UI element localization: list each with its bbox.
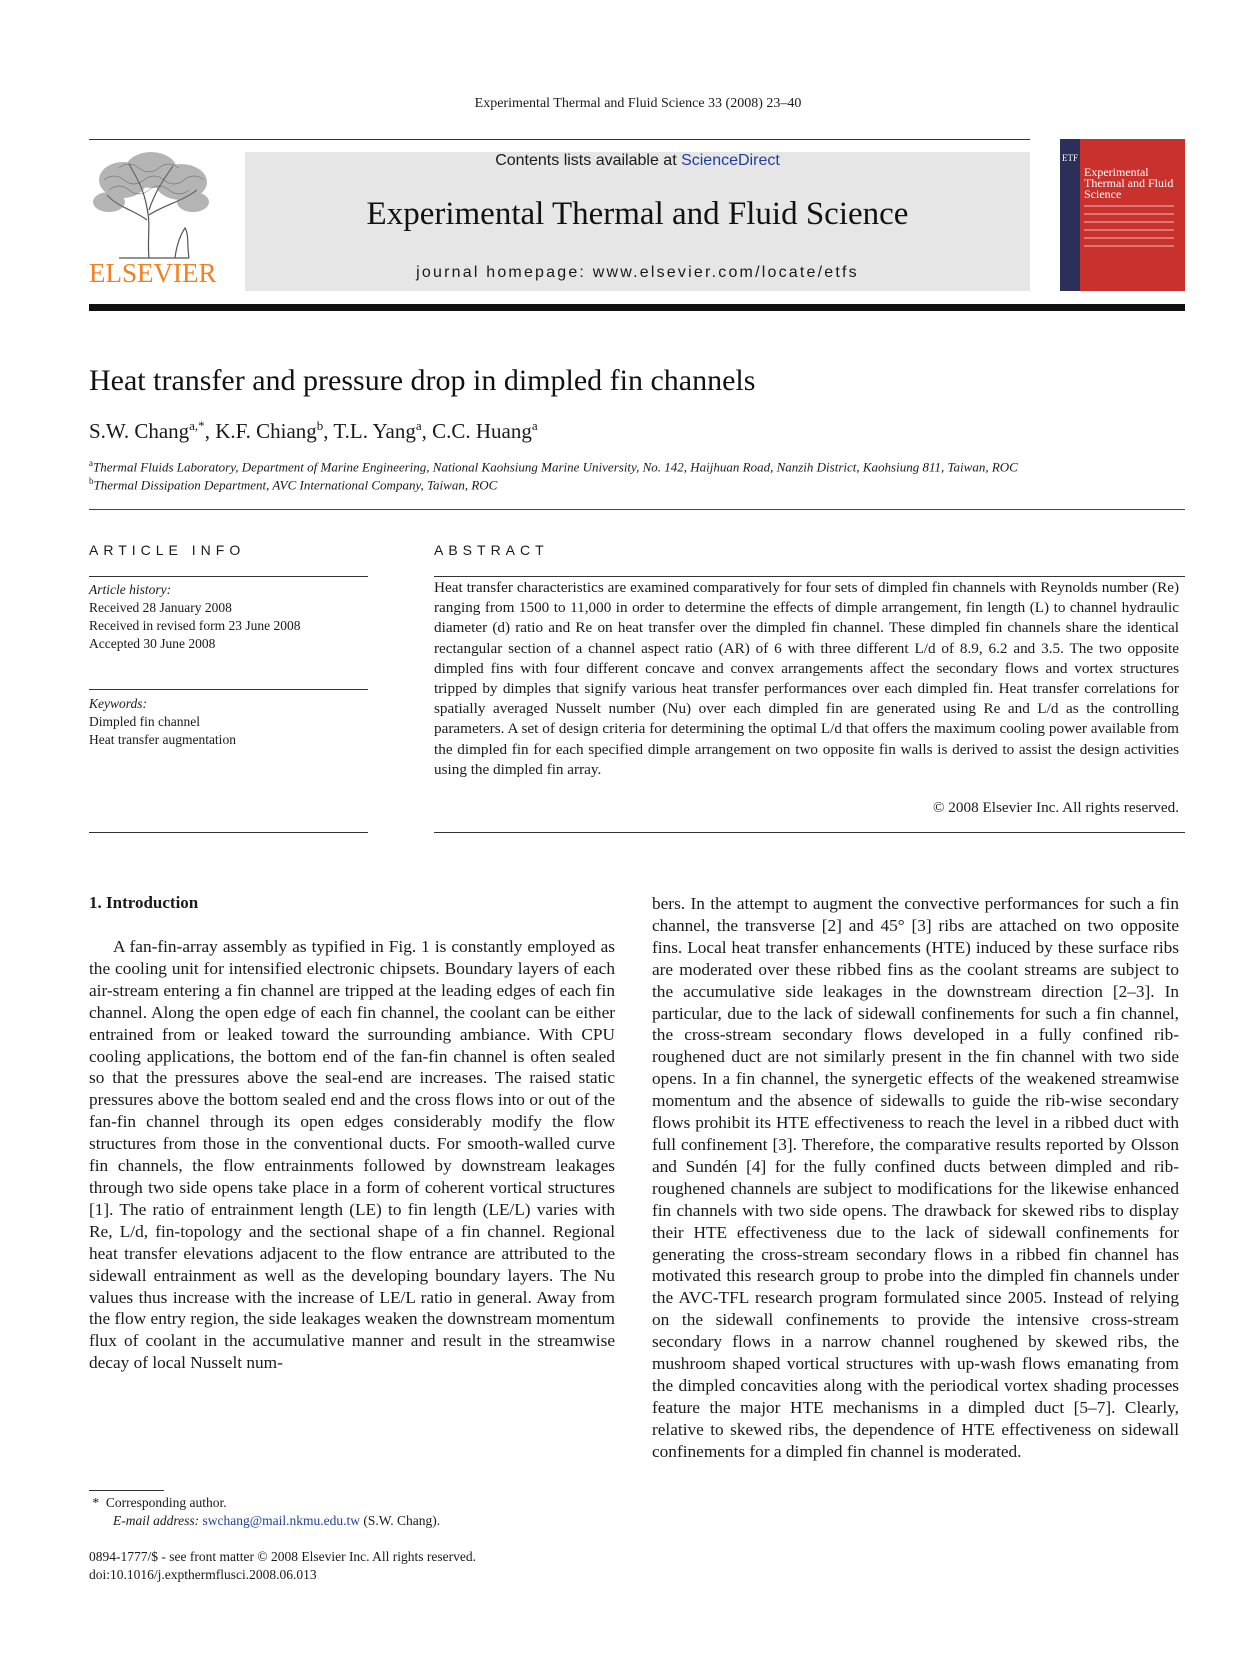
journal-homepage[interactable]: journal homepage: www.elsevier.com/locate/etfs [416,264,859,281]
contents-prefix: Contents lists available at [495,152,682,169]
sciencedirect-link[interactable]: ScienceDirect [681,152,780,169]
author-sup[interactable]: a,* [189,418,205,433]
author-sup[interactable]: a [415,418,422,433]
keywords [89,695,236,749]
journal-cover [1060,139,1185,291]
keyword-item: Heat transfer augmentation [89,732,236,747]
author-sup[interactable]: a [531,418,538,433]
article-info-rule [89,576,368,577]
footnote-star: * [89,1495,106,1510]
intro-column-right: bers. In the attempt to augment the convective performances for such a fin channel, the transverse [2] and 45° [3] ribs are attached on two opposite fins. Local heat transfer enhancements (HTE) induced by these surface ribs are moderated over these ribbed fins as the coolant streams are subject to the accumulative side leakages in the downstream direction [2–3]. In particular, due to the lack of sidewall confinements for such a fin channel, the cross-stream secondary flows developed in a fully confined rib-roughened duct are not similarly present in the fin channel with two side opens. In a fin channel, the synergetic effects of the weakened streamwise momentum and the absence of sidewalls to guide the rib-wise secondary flows prohibit its HTE effectiveness to reach the level in a ribbed duct with full confinement [3]. Therefore, the comparative results reported by Olsson and Sundén [4] for the fully confined ducts between dimpled and rib-roughened channels are subject to modifications for the likewise enhanced fin channels with two side opens. The drawback for skewed ribs to display their HTE effectiveness due to the lack of sidewall confinements for generating the cross-stream secondary flows in a ribbed fin channel has motivated this research group to probe into the dimpled fin channels under the AVC-TFL research program formulated since 2005. Instead of relying on the sidewall confinements to provide the intensive cross-stream secondary flows in a narrow channel roughened by skewed ribs, the mushroom shaped vortical structures with up-wash flows emanating from the dimpled concavities along with the periodical vortex shading processes feature the major HTE mechanisms in a dimpled duct [5–7]. Clearly, relative to skewed ribs, the dependence of HTE effectiveness on sidewall confinements for a dimpled fin channel is moderated. [652,894,1179,1461]
elsevier-wordmark: ELSEVIER [89,258,217,288]
divider [89,509,1185,510]
affiliation-text: Thermal Fluids Laboratory, Department of Marine Engineering, National Kaohsiung Marine University, No. 142, Haijhuan Road, Nanzih District, Kaohsiung 811, Taiwan, ROC [93,459,1018,475]
affiliation-b [89,476,497,493]
elsevier-logo [89,150,219,288]
header-rule [89,139,1030,140]
article-info-heading: ARTICLE INFO [89,542,246,558]
footnote-corresponding [89,1494,227,1512]
keywords-label: Keywords: [89,696,147,711]
author-name: S.W. Chang [89,419,190,443]
cover-text-lines [1084,205,1174,253]
history-item: Received in revised form 23 June 2008 [89,618,301,633]
section-heading-introduction: 1. Introduction [89,893,199,912]
affiliation-sup: a [89,458,93,468]
author-name: K.F. Chiang [215,419,317,443]
history-item: Accepted 30 June 2008 [89,636,216,651]
article-title: Heat transfer and pressure drop in dimpled fin channels [89,364,756,397]
cover-title: Experimental Thermal and Fluid Science [1084,165,1174,201]
footnote-email [113,1512,440,1530]
history-item: Received 28 January 2008 [89,600,232,615]
keywords-rule [89,689,368,690]
doi-line[interactable]: doi:10.1016/j.expthermflusci.2008.06.013 [89,1567,317,1582]
cover-abbrev: ETF [1062,153,1079,163]
contents-line [245,152,1030,170]
email-suffix: (S.W. Chang). [363,1513,441,1528]
abstract-heading: ABSTRACT [434,542,549,558]
affiliation-sup: b [89,476,94,486]
author-sup[interactable]: b [316,418,324,433]
footnote-rule [89,1490,164,1491]
journal-name: Experimental Thermal and Fluid Science [366,196,909,232]
abstract-copyright: © 2008 Elsevier Inc. All rights reserved. [932,799,1179,816]
affiliation-a [89,458,1018,475]
history-label: Article history: [89,582,172,597]
author-list: S.W. Chang$^{a,*}$, K.F. Chiang$^b$, T.L. Yang$^a$, C.C. Huang$^a$ [89,418,538,443]
journal-banner [245,152,1030,291]
abstract-rule [434,576,1185,577]
article-info-bottom-rule [89,832,368,833]
running-head: Experimental Thermal and Fluid Science 33 (2008) 23–40 [474,96,802,111]
abstract-bottom-rule [434,832,1185,833]
email-label: E-mail address: [113,1513,200,1528]
elsevier-tree-icon [89,150,215,260]
author-name: C.C. Huang [432,419,532,443]
affiliation-text: Thermal Dissipation Department, AVC International Company, Taiwan, ROC [93,477,498,493]
email-link[interactable]: swchang@mail.nkmu.edu.tw [202,1513,361,1528]
keyword-item: Dimpled fin channel [89,714,200,729]
issn-line: 0894-1777/$ - see front matter © 2008 Elsevier Inc. All rights reserved. [89,1549,477,1564]
footnote-text: Corresponding author. [105,1495,227,1510]
article-history [89,581,300,653]
abstract-text: Heat transfer characteristics are examined comparatively for four sets of dimpled fin channels with Reynolds number (Re) ranging from 1500 to 11,000 in order to determine the effects of dimple arrangement, fin length (L) to channel hydraulic diameter (d) ratio and Re on heat transfer over the dimpled fin channel. These dimpled fin channels share the identical rectangular section of a channel aspect ratio (AR) of 6 with three different L/d of 8.9, 6.2 and 3.5. The two opposite dimpled fins with four different concave and convex arrangements affect the secondary flows and vortex structures tripped by dimples that signify various heat transfer performances over each dimpled fin. Heat transfer correlations for spatially averaged Nusselt number (Nu) over each dimpled fin are generated using Re and L/d as the controlling parameters. A set of design criteria for determining the optimal L/d that offers the maximum cooling power available from the dimpled fin for each specified dimple arrangement on two opposite fin walls is derived to assist the design activities using the dimpled fin array. [434,579,1179,778]
header-bold-rule [89,304,1185,311]
author-name: T.L. Yang [333,419,416,443]
intro-column-left: A fan-fin-array assembly as typified in Fig. 1 is constantly employed as the cooling unit for intensified electronic chipsets. Boundary layers of each air-stream entering a fin channel are tripped at the leading edges of each fin channel. Along the open edge of each fin channel, the coolant can be either entrained from or leaked toward the surrounding ambiance. With CPU cooling applications, the bottom end of the fan-fin channel is often sealed so that the pressures above the seal-end are increases. The raised static pressures above the bottom sealed end and the cross flows into or out of the fan-fin channel through its open edges considerably modify the flow structures from those in the conventional ducts. For smooth-walled curve fin channels, the flow entrainments followed by downstream leakages through two side opens take place in a form of coherent vortical structures [1]. The ratio of entrainment length (LE) to fin length (LE/L) varies with Re, L/d, fin-topology and the sectional shape of a fin channel. Regional heat transfer elevations adjacent to the flow entrance are attributed to the sidewall entrainment as well as the developing boundary layers. The Nu values thus increase with the increase of LE/L ratio in general. Away from the flow entry region, the side leakages weaken the downstream momentum flux of coolant in the accumulative manner and result in the streamwise decay of local Nusselt num- [89,937,615,1373]
